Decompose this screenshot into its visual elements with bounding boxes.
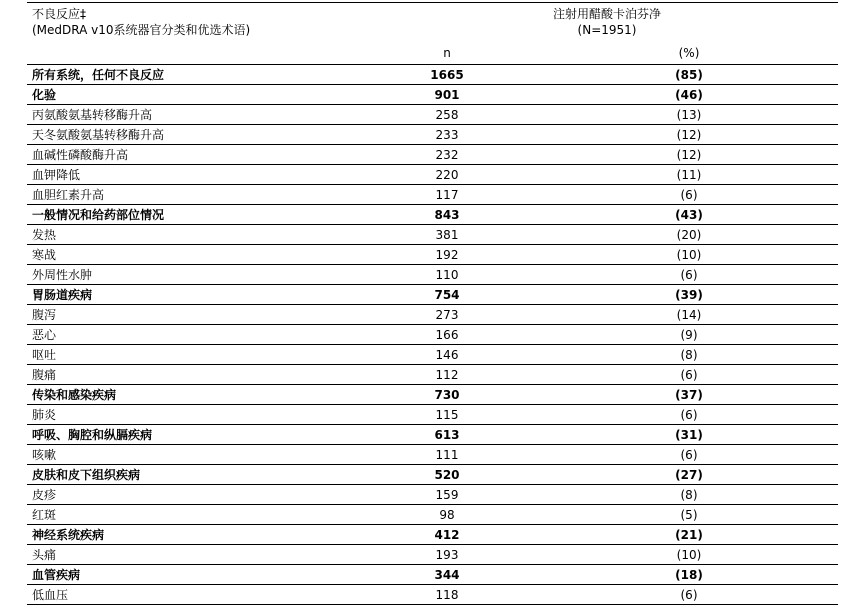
row-pct: (46) [654,85,724,105]
column-header-pct: (%) [678,46,700,60]
table-row [27,105,838,125]
row-pct: (20) [654,225,724,245]
adverse-reaction-table [27,65,838,605]
row-gap [482,65,654,85]
row-pct: (6) [654,185,724,205]
row-n: 273 [412,305,482,325]
row-gap [482,305,654,325]
top-rule [27,2,838,3]
row-term: 胃肠道疾病 [27,285,412,305]
row-n: 117 [412,185,482,205]
row-gap [724,205,838,225]
table-row [27,245,838,265]
row-term: 肺炎 [27,405,412,425]
table-row [27,265,838,285]
row-gap [482,145,654,165]
row-pct: (5) [654,505,724,525]
row-gap [724,125,838,145]
table-row [27,365,838,385]
row-gap [482,285,654,305]
table-row [27,345,838,365]
row-gap [482,505,654,525]
row-term: 血胆红素升高 [27,185,412,205]
row-gap [482,545,654,565]
row-gap [482,465,654,485]
row-n: 258 [412,105,482,125]
row-pct: (6) [654,265,724,285]
row-term: 发热 [27,225,412,245]
row-term: 呕吐 [27,345,412,365]
row-term: 头痛 [27,545,412,565]
row-pct: (6) [654,405,724,425]
row-term: 传染和感染疾病 [27,385,412,405]
column-header-n: n [443,46,451,60]
row-gap [482,345,654,365]
row-gap [482,425,654,445]
row-n: 111 [412,445,482,465]
row-n: 901 [412,85,482,105]
row-term: 丙氨酸氨基转移酶升高 [27,105,412,125]
row-pct: (39) [654,285,724,305]
row-n: 220 [412,165,482,185]
row-gap [724,385,838,405]
row-n: 112 [412,365,482,385]
row-term: 皮肤和皮下组织疾病 [27,465,412,485]
row-gap [482,165,654,185]
header-drug [507,6,707,38]
table-row [27,525,838,545]
row-gap [482,85,654,105]
row-term: 外周性水肿 [27,265,412,285]
table-row [27,325,838,345]
row-n: 159 [412,485,482,505]
row-gap [482,585,654,605]
row-gap [724,105,838,125]
row-gap [724,425,838,445]
row-gap [482,385,654,405]
row-pct: (43) [654,205,724,225]
table-row [27,85,838,105]
row-gap [482,485,654,505]
row-gap [482,565,654,585]
row-n: 146 [412,345,482,365]
row-gap [724,285,838,305]
table-row [27,285,838,305]
row-n: 843 [412,205,482,225]
row-gap [482,185,654,205]
row-gap [482,325,654,345]
row-gap [724,505,838,525]
row-pct: (13) [654,105,724,125]
drug-name: 注射用醋酸卡泊芬净 [552,7,661,21]
row-term: 所有系统，任何不良反应 [27,65,412,85]
table-row [27,185,838,205]
row-n: 520 [412,465,482,485]
row-term: 血钾降低 [27,165,412,185]
row-pct: (10) [654,245,724,265]
table-row [27,165,838,185]
row-pct: (12) [654,145,724,165]
row-pct: (14) [654,305,724,325]
row-pct: (10) [654,545,724,565]
row-n: 412 [412,525,482,545]
table-row [27,585,838,605]
row-gap [724,305,838,325]
row-term: 红斑 [27,505,412,525]
row-gap [724,245,838,265]
row-n: 166 [412,325,482,345]
row-gap [724,185,838,205]
row-gap [724,485,838,505]
row-term: 一般情况和给药部位情况 [27,205,412,225]
table-row [27,465,838,485]
table-row [27,405,838,425]
row-gap [482,245,654,265]
row-gap [724,225,838,245]
row-pct: (85) [654,65,724,85]
row-pct: (8) [654,345,724,365]
row-term: 血管疾病 [27,565,412,585]
table-header [27,4,838,68]
row-n: 344 [412,565,482,585]
row-gap [724,525,838,545]
row-gap [482,225,654,245]
row-term: 恶心 [27,325,412,345]
table-row [27,565,838,585]
row-n: 730 [412,385,482,405]
row-n: 754 [412,285,482,305]
table-row [27,545,838,565]
row-pct: (6) [654,585,724,605]
row-term: 神经系统疾病 [27,525,412,545]
row-gap [482,525,654,545]
table-row [27,225,838,245]
row-gap [724,465,838,485]
row-term: 寒战 [27,245,412,265]
row-pct: (27) [654,465,724,485]
row-gap [482,445,654,465]
row-gap [482,265,654,285]
header-reaction-label [32,6,250,38]
table-row [27,445,838,465]
table-row [27,385,838,405]
row-n: 118 [412,585,482,605]
row-gap [482,125,654,145]
table-row [27,505,838,525]
row-pct: (12) [654,125,724,145]
row-pct: (21) [654,525,724,545]
row-pct: (18) [654,565,724,585]
table-row [27,205,838,225]
row-gap [724,85,838,105]
row-gap [724,365,838,385]
row-pct: (6) [654,365,724,385]
row-n: 613 [412,425,482,445]
row-gap [724,585,838,605]
row-term: 化验 [27,85,412,105]
row-gap [724,345,838,365]
row-gap [482,105,654,125]
table-row [27,65,838,85]
row-n: 232 [412,145,482,165]
row-n: 98 [412,505,482,525]
row-gap [724,445,838,465]
drug-n: (N=1951) [577,23,637,37]
row-gap [724,545,838,565]
row-gap [724,565,838,585]
row-n: 192 [412,245,482,265]
row-gap [724,145,838,165]
row-pct: (9) [654,325,724,345]
row-n: 193 [412,545,482,565]
row-n: 1665 [412,65,482,85]
row-term: 腹痛 [27,365,412,385]
row-gap [724,65,838,85]
table-row [27,125,838,145]
row-pct: (6) [654,445,724,465]
row-term: 血碱性磷酸酶升高 [27,145,412,165]
row-term: 低血压 [27,585,412,605]
row-gap [482,405,654,425]
table-row [27,485,838,505]
row-n: 233 [412,125,482,145]
table-row [27,425,838,445]
row-gap [482,365,654,385]
row-pct: (37) [654,385,724,405]
header-line1: 不良反应‡ [32,7,87,21]
row-term: 天冬氨酸氨基转移酶升高 [27,125,412,145]
row-pct: (8) [654,485,724,505]
row-pct: (31) [654,425,724,445]
table-row [27,305,838,325]
row-gap [724,405,838,425]
row-term: 腹泻 [27,305,412,325]
row-n: 115 [412,405,482,425]
row-term: 呼吸、胸腔和纵膈疾病 [27,425,412,445]
row-gap [724,325,838,345]
row-term: 咳嗽 [27,445,412,465]
row-pct: (11) [654,165,724,185]
table-row [27,145,838,165]
row-n: 381 [412,225,482,245]
row-gap [724,165,838,185]
row-n: 110 [412,265,482,285]
row-gap [724,265,838,285]
row-gap [482,205,654,225]
row-term: 皮疹 [27,485,412,505]
header-line2: (MedDRA v10系统器官分类和优选术语) [32,23,251,37]
